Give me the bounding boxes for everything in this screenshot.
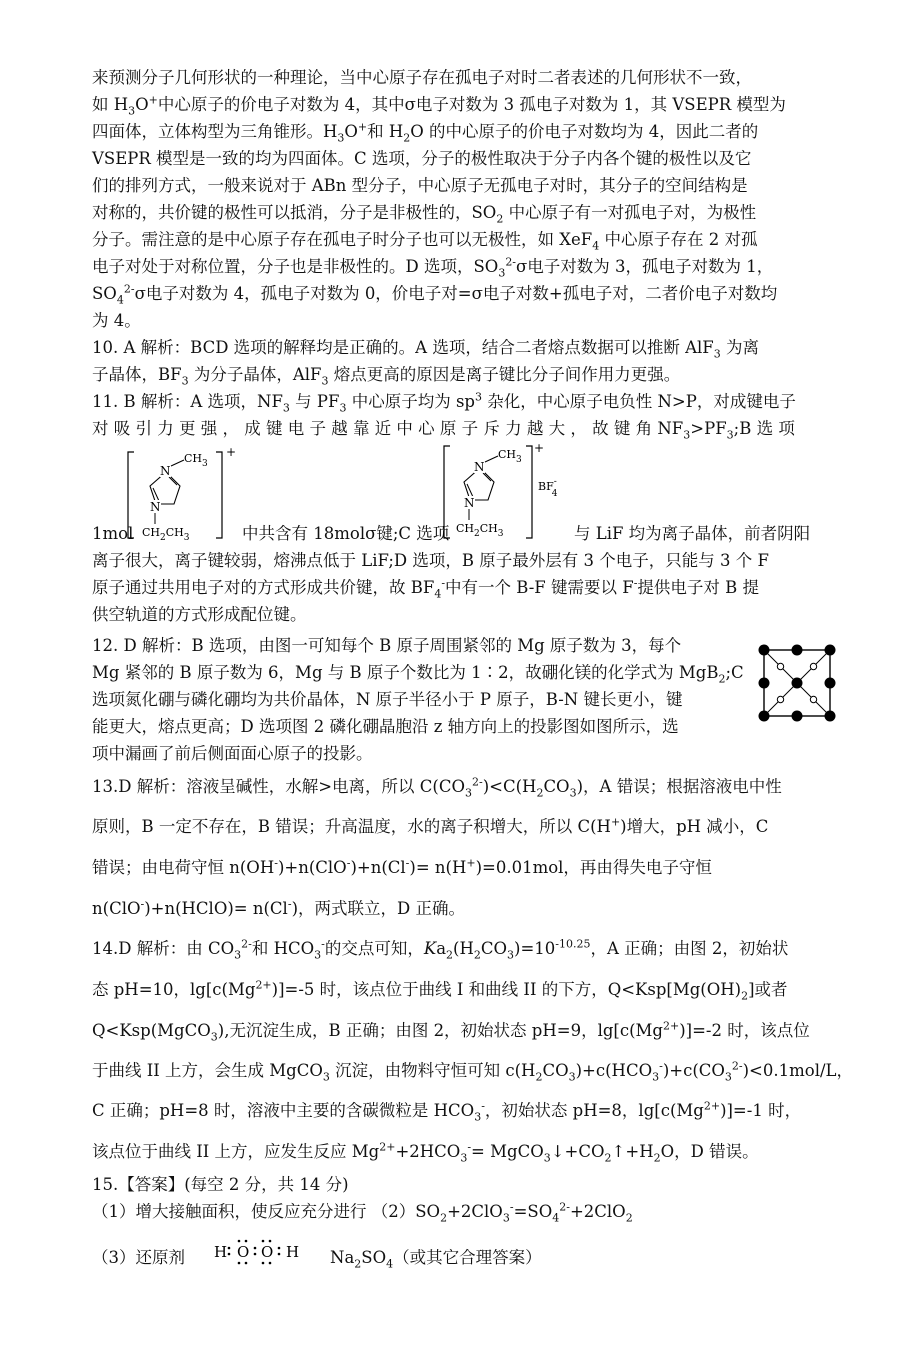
hydrogen-peroxide-electron-structure [212, 1236, 308, 1270]
text-line: 四面体，立体构型为三角锥形。$H_3O^+$和 $H_2O$ 的中心原子的价电子对数均为 4，因此二者的 [92, 120, 759, 145]
charge-plus-1: + [226, 445, 237, 459]
answer-3-suffix: $Na_2SO_4$（或其它合理答案） [330, 1248, 542, 1271]
text-line: Mg 紧邻的 B 原子数为 6，Mg 与 B 原子个数比为 1∶2，故硼化镁的化学式为 MgB$_2$;C [92, 663, 744, 686]
text-line: 于曲线 II 上方，会生成 MgCO$_3$ 沉淀，由物料守恒可知 $c(H_2CO_3)+c(HCO_3^-)+c(CO_3^{2-})<0.1mol/L$， [92, 1059, 854, 1084]
methyl-group-2: $CH_3$ [498, 448, 522, 465]
boron-phosphide-projection-figure [754, 640, 840, 726]
text-line: C 正确；pH=8 时，溶液中主要的含碳微粒是 $HCO_3^-$，初始状态 pH=8，$\lg[c(Mg^{2+})]=-1$ 时， [92, 1099, 802, 1124]
text-line: 分子。需注意的是中心原子存在孤电子时分子也可以无极性，如 XeF$_4$ 中心原子存在 2 对孤 [92, 230, 758, 253]
text-line: 子晶体，$BF_3$ 为分子晶体，AlF$_3$ 熔点更高的原因是离子键比分子间作用力更强。 [92, 365, 681, 388]
bf4-anion: BF-4 [538, 477, 558, 499]
oxygen-2: O [261, 1243, 274, 1261]
text-line: VSEPR 模型是一致的均为四面体。C 选项，分子的极性取决于分子内各个键的极性以及它 [92, 149, 752, 168]
text-line: 对称的，共价键的极性可以抵消，分子是非极性的，$SO_2$ 中心原子有一对孤电子对，为极性 [92, 203, 757, 226]
text-line: 电子对处于对称位置，分子也是非极性的。D 选项，$SO_3^{2-}\sigma$电子对数为 3，孤电子对数为 1， [92, 255, 774, 280]
text-line: 选项氮化硼与磷化硼均为共价晶体，N 原子半径小于 P 原子，B-N 键长更小，键 [92, 690, 683, 709]
text-line: 如 $H_3O^+$中心原子的价电子对数为 4，其中σ电子对数为 3 孤电子对数为 1，其 VSEPR 模型为 [92, 93, 786, 118]
ring-n-bottom-2: N [464, 496, 475, 510]
ethyl-group: $CH_2CH_3$ [142, 526, 190, 543]
text-line: 项中漏画了前后侧面面心原子的投影。 [92, 744, 373, 763]
text-line: （1）增大接触面积，使反应充分进行 $(2)SO_2+2ClO_3^-=SO_4^{2-}+2ClO_2$ [92, 1200, 633, 1225]
ethyl-group-2: $CH_2CH_3$ [456, 522, 504, 539]
q11-middle: 中共含有 18molσ键;C 选项 [242, 524, 450, 543]
text-line: 14.D 解析：由 $CO_3^{2-}$和 $HCO_3^-$的交点可知，$Ka_2(H_2CO_3)=10^{-10.25}$，A 正确；由图 2，初始状 [92, 937, 789, 962]
ring-n-top-2: N [474, 460, 485, 474]
text-line: 为 4。 [92, 311, 141, 330]
imidazolium-bf4-structure [440, 440, 572, 544]
text-line: 供空轨道的方式形成配位键。 [92, 605, 307, 624]
text-line: 错误；由电荷守恒 n(OH-)+n(ClO-)+n(Cl-)= n(H+)=0.01mol，再由得失电子守恒 [92, 856, 712, 877]
ring-n-bottom: N [150, 500, 161, 514]
methyl-group: $CH_3$ [184, 452, 208, 469]
text-line: n(ClO-)+n(HClO)= n(Cl-)，两式联立，D 正确。 [92, 897, 465, 918]
text-line: 对 吸 引 力 更 强 ， 成 键 电 子 越 靠 近 中 心 原 子 斥 力 越 大 ， 故 键 角 $NF_3>PF_3;B$ 选 项 [92, 419, 795, 442]
text-line: 该点位于曲线 II 上方，应发生反应 $Mg^{2+}+2HCO_3^-=$ $MgCO_3↓+CO_2↑+H_2O$，D 错误。 [92, 1140, 759, 1165]
ring-n-top: N [160, 464, 171, 478]
text-line: Q<Ksp(MgCO$_3$),无沉淀生成，B 正确；由图 2，初始状态 pH=9，$\lg[c(Mg^{2+})]=-2$ 时，该点位 [92, 1019, 810, 1044]
q11-suffix: 与 LiF 均为离子晶体，前者阴阳 [574, 524, 811, 543]
text-line: 原则，B 一定不存在，B 错误；升高温度，水的离子积增大，所以 C(H+)增大，pH 减小，C [92, 815, 769, 836]
text-line: 13.D 解析：溶液呈碱性，水解>电离，所以 $C(CO_3^{2-})<C(H_2CO_3)$，A 错误；根据溶液电中性 [92, 775, 782, 800]
answer-3-prefix: （3）还原剂 [92, 1248, 185, 1267]
h-right: H [286, 1243, 300, 1261]
imidazolium-cation-structure [124, 440, 240, 544]
text-line: 能更大，熔点更高；D 选项图 2 磷化硼晶胞沿 z 轴方向上的投影图如图所示，选 [92, 717, 679, 736]
text-line: 15.【答案】(每空 2 分，共 14 分) [92, 1175, 349, 1194]
text-line: 离子很大，离子键较弱，熔沸点低于 LiF;D 选项，B 原子最外层有 3 个电子，只能与 3 个 F [92, 551, 769, 570]
text-line: 来预测分子几何形状的一种理论，当中心原子存在孤电子对时二者表述的几何形状不一致， [92, 68, 752, 87]
charge-plus-2: + [534, 441, 545, 455]
text-line: $SO_4^{2-}\sigma$电子对数为 4，孤电子对数为 0，价电子对=σ电子对数+孤电子对，二者价电子对数均 [92, 282, 778, 307]
text-line: 12. D 解析：B 选项，由图一可知每个 B 原子周围紧邻的 Mg 原子数为 3，每个 [92, 636, 682, 655]
q11-prefix: 1mol [92, 524, 134, 543]
text-line: 11. B 解析：A 选项，$NF_3$ 与 $PF_3$ 中心原子均为 $sp^3$ 杂化，中心原子电负性 N>P，对成键电子 [92, 390, 796, 415]
text-line: 10. A 解析：BCD 选项的解释均是正确的。A 选项，结合二者熔点数据可以推断 AlF$_3$ 为离 [92, 338, 759, 361]
h-left: H [214, 1243, 228, 1261]
text-line: 们的排列方式，一般来说对于 ABn 型分子，中心原子无孤电子对时，其分子的空间结构是 [92, 176, 748, 195]
text-line: 原子通过共用电子对的方式形成共价键，故 $BF_4^-$中有一个 B-F 键需要以 F-提供电子对 B 提 [92, 576, 760, 601]
text-line: 态 pH=10，$\lg[c(Mg^{2+})]=-5$ 时，该点位于曲线 I 和曲线 II 的下方，$Q<Ksp[Mg(OH)_2]$或者 [92, 978, 788, 1003]
oxygen-1: O [237, 1243, 250, 1261]
